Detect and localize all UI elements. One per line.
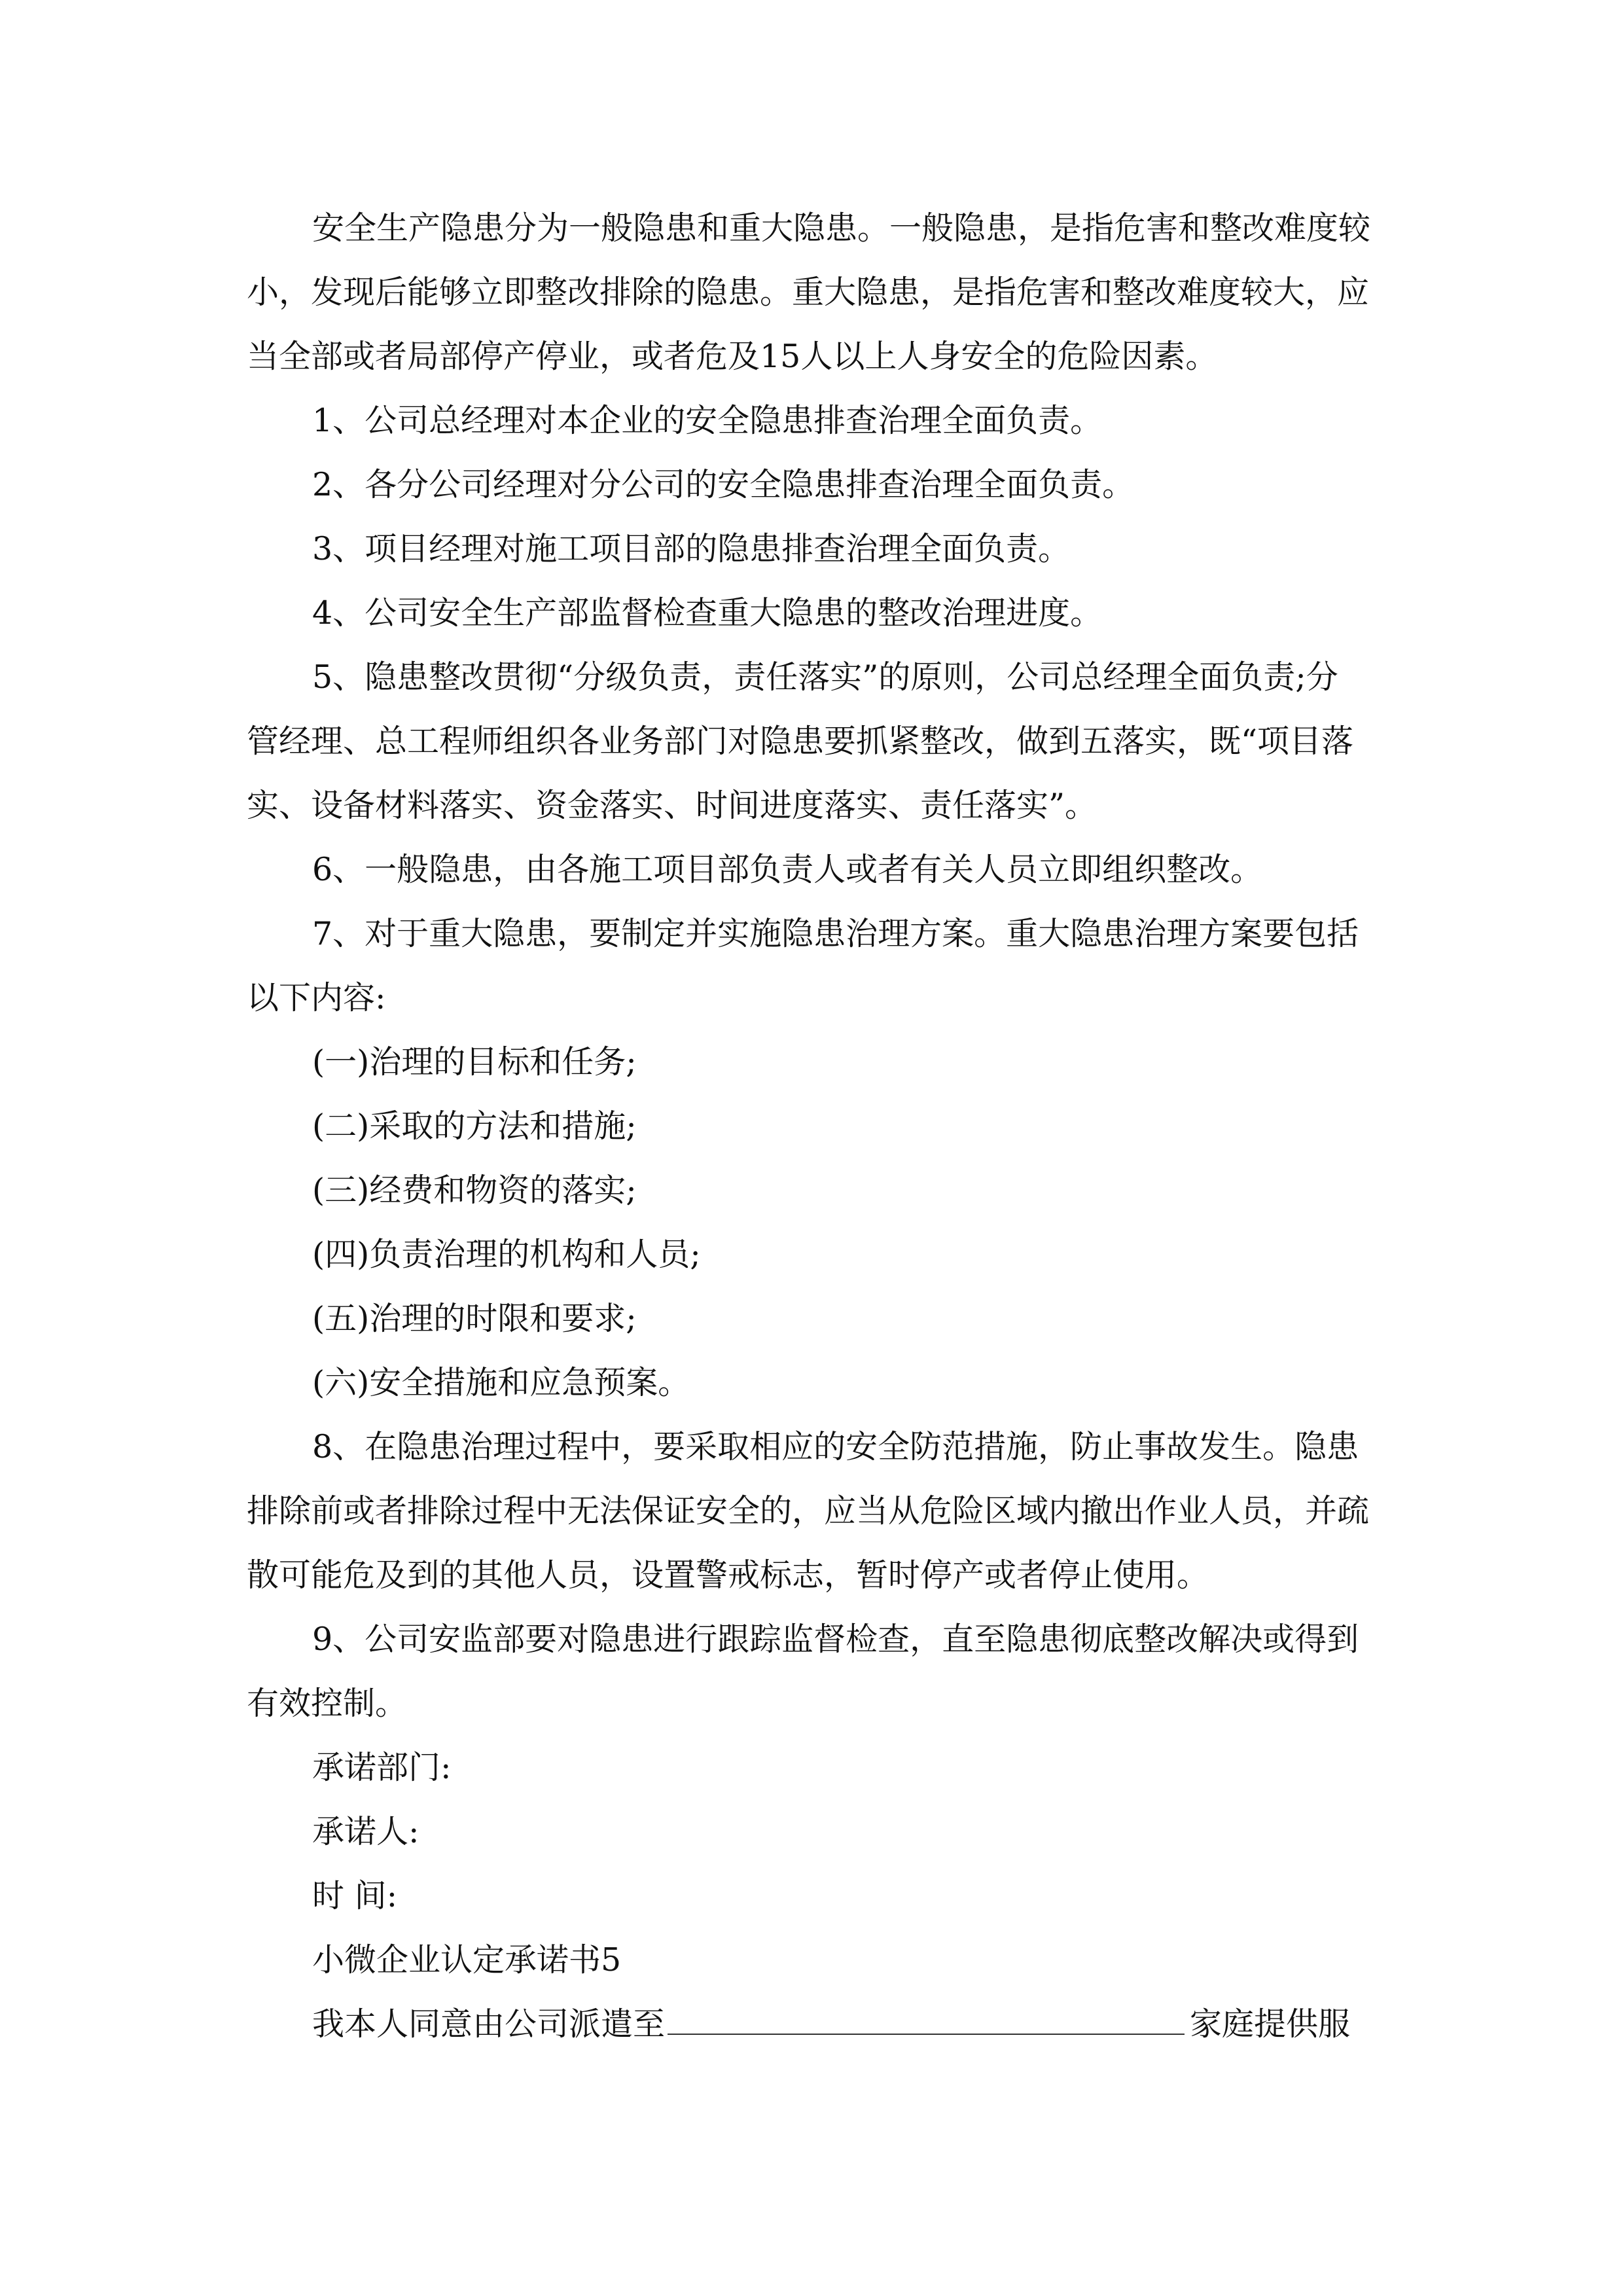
signature-person-label: 承诺人: — [312, 1813, 419, 1850]
sub-item-2: (二)采取的方法和措施; — [312, 1107, 637, 1145]
item-9-line-1: 9、公司安监部要对隐患进行跟踪监督检查，直至隐患彻底整改解决或得到 — [312, 1621, 1359, 1658]
signature-department-label: 承诺部门: — [312, 1749, 452, 1786]
sub-item-1: (一)治理的目标和任务; — [312, 1043, 637, 1081]
intro-line-1: 安全生产隐患分为一般隐患和重大隐患。一般隐患，是指危害和整改难度较 — [312, 209, 1371, 247]
item-5-line-3: 实、设备材料落实、资金落实、时间进度落实、责任落实”。 — [247, 787, 1097, 824]
next-section-text-before-blank: 我本人同意由公司派遣至 — [312, 2005, 666, 2043]
item-7-line-2: 以下内容: — [247, 979, 386, 1016]
signature-time-label: 时 间: — [312, 1877, 398, 1914]
item-6: 6、一般隐患，由各施工项目部负责人或者有关人员立即组织整改。 — [312, 851, 1263, 888]
next-section-text-after-blank: 家庭提供服 — [1190, 2005, 1351, 2043]
item-1: 1、公司总经理对本企业的安全隐患排查治理全面负责。 — [312, 402, 1103, 439]
sub-item-6: (六)安全措施和应急预案。 — [312, 1364, 690, 1401]
next-section-first-line — [312, 1992, 1623, 2056]
fill-in-blank — [668, 2005, 1185, 2035]
item-4: 4、公司安全生产部监督检查重大隐患的整改治理进度。 — [312, 594, 1103, 632]
item-9-line-2: 有效控制。 — [247, 1685, 408, 1722]
sub-item-5: (五)治理的时限和要求; — [312, 1300, 637, 1337]
item-3: 3、项目经理对施工项目部的隐患排查治理全面负责。 — [312, 530, 1071, 567]
sub-item-3: (三)经费和物资的落实; — [312, 1172, 637, 1209]
item-5-line-1: 5、隐患整改贯彻“分级负责，责任落实”的原则，公司总经理全面负责;分 — [312, 658, 1338, 696]
item-8-line-2: 排除前或者排除过程中无法保证安全的，应当从危险区域内撤出作业人员，并疏 — [247, 1492, 1370, 1530]
sub-item-4: (四)负责治理的机构和人员; — [312, 1236, 701, 1273]
item-8-line-1: 8、在隐患治理过程中，要采取相应的安全防范措施，防止事故发生。隐患 — [312, 1428, 1359, 1465]
next-section-title: 小微企业认定承诺书5 — [312, 1941, 622, 1979]
item-2: 2、各分公司经理对分公司的安全隐患排查治理全面负责。 — [312, 466, 1135, 503]
item-7-line-1: 7、对于重大隐患，要制定并实施隐患治理方案。重大隐患治理方案要包括 — [312, 915, 1359, 952]
intro-line-3: 当全部或者局部停产停业，或者危及15人以上人身安全的危险因素。 — [247, 338, 1218, 375]
item-8-line-3: 散可能危及到的其他人员，设置警戒标志，暂时停产或者停止使用。 — [247, 1556, 1209, 1594]
item-5-line-2: 管经理、总工程师组织各业务部门对隐患要抓紧整改，做到五落实，既“项目落 — [247, 723, 1354, 760]
intro-line-2: 小，发现后能够立即整改排除的隐患。重大隐患，是指危害和整改难度较大，应 — [247, 274, 1370, 311]
